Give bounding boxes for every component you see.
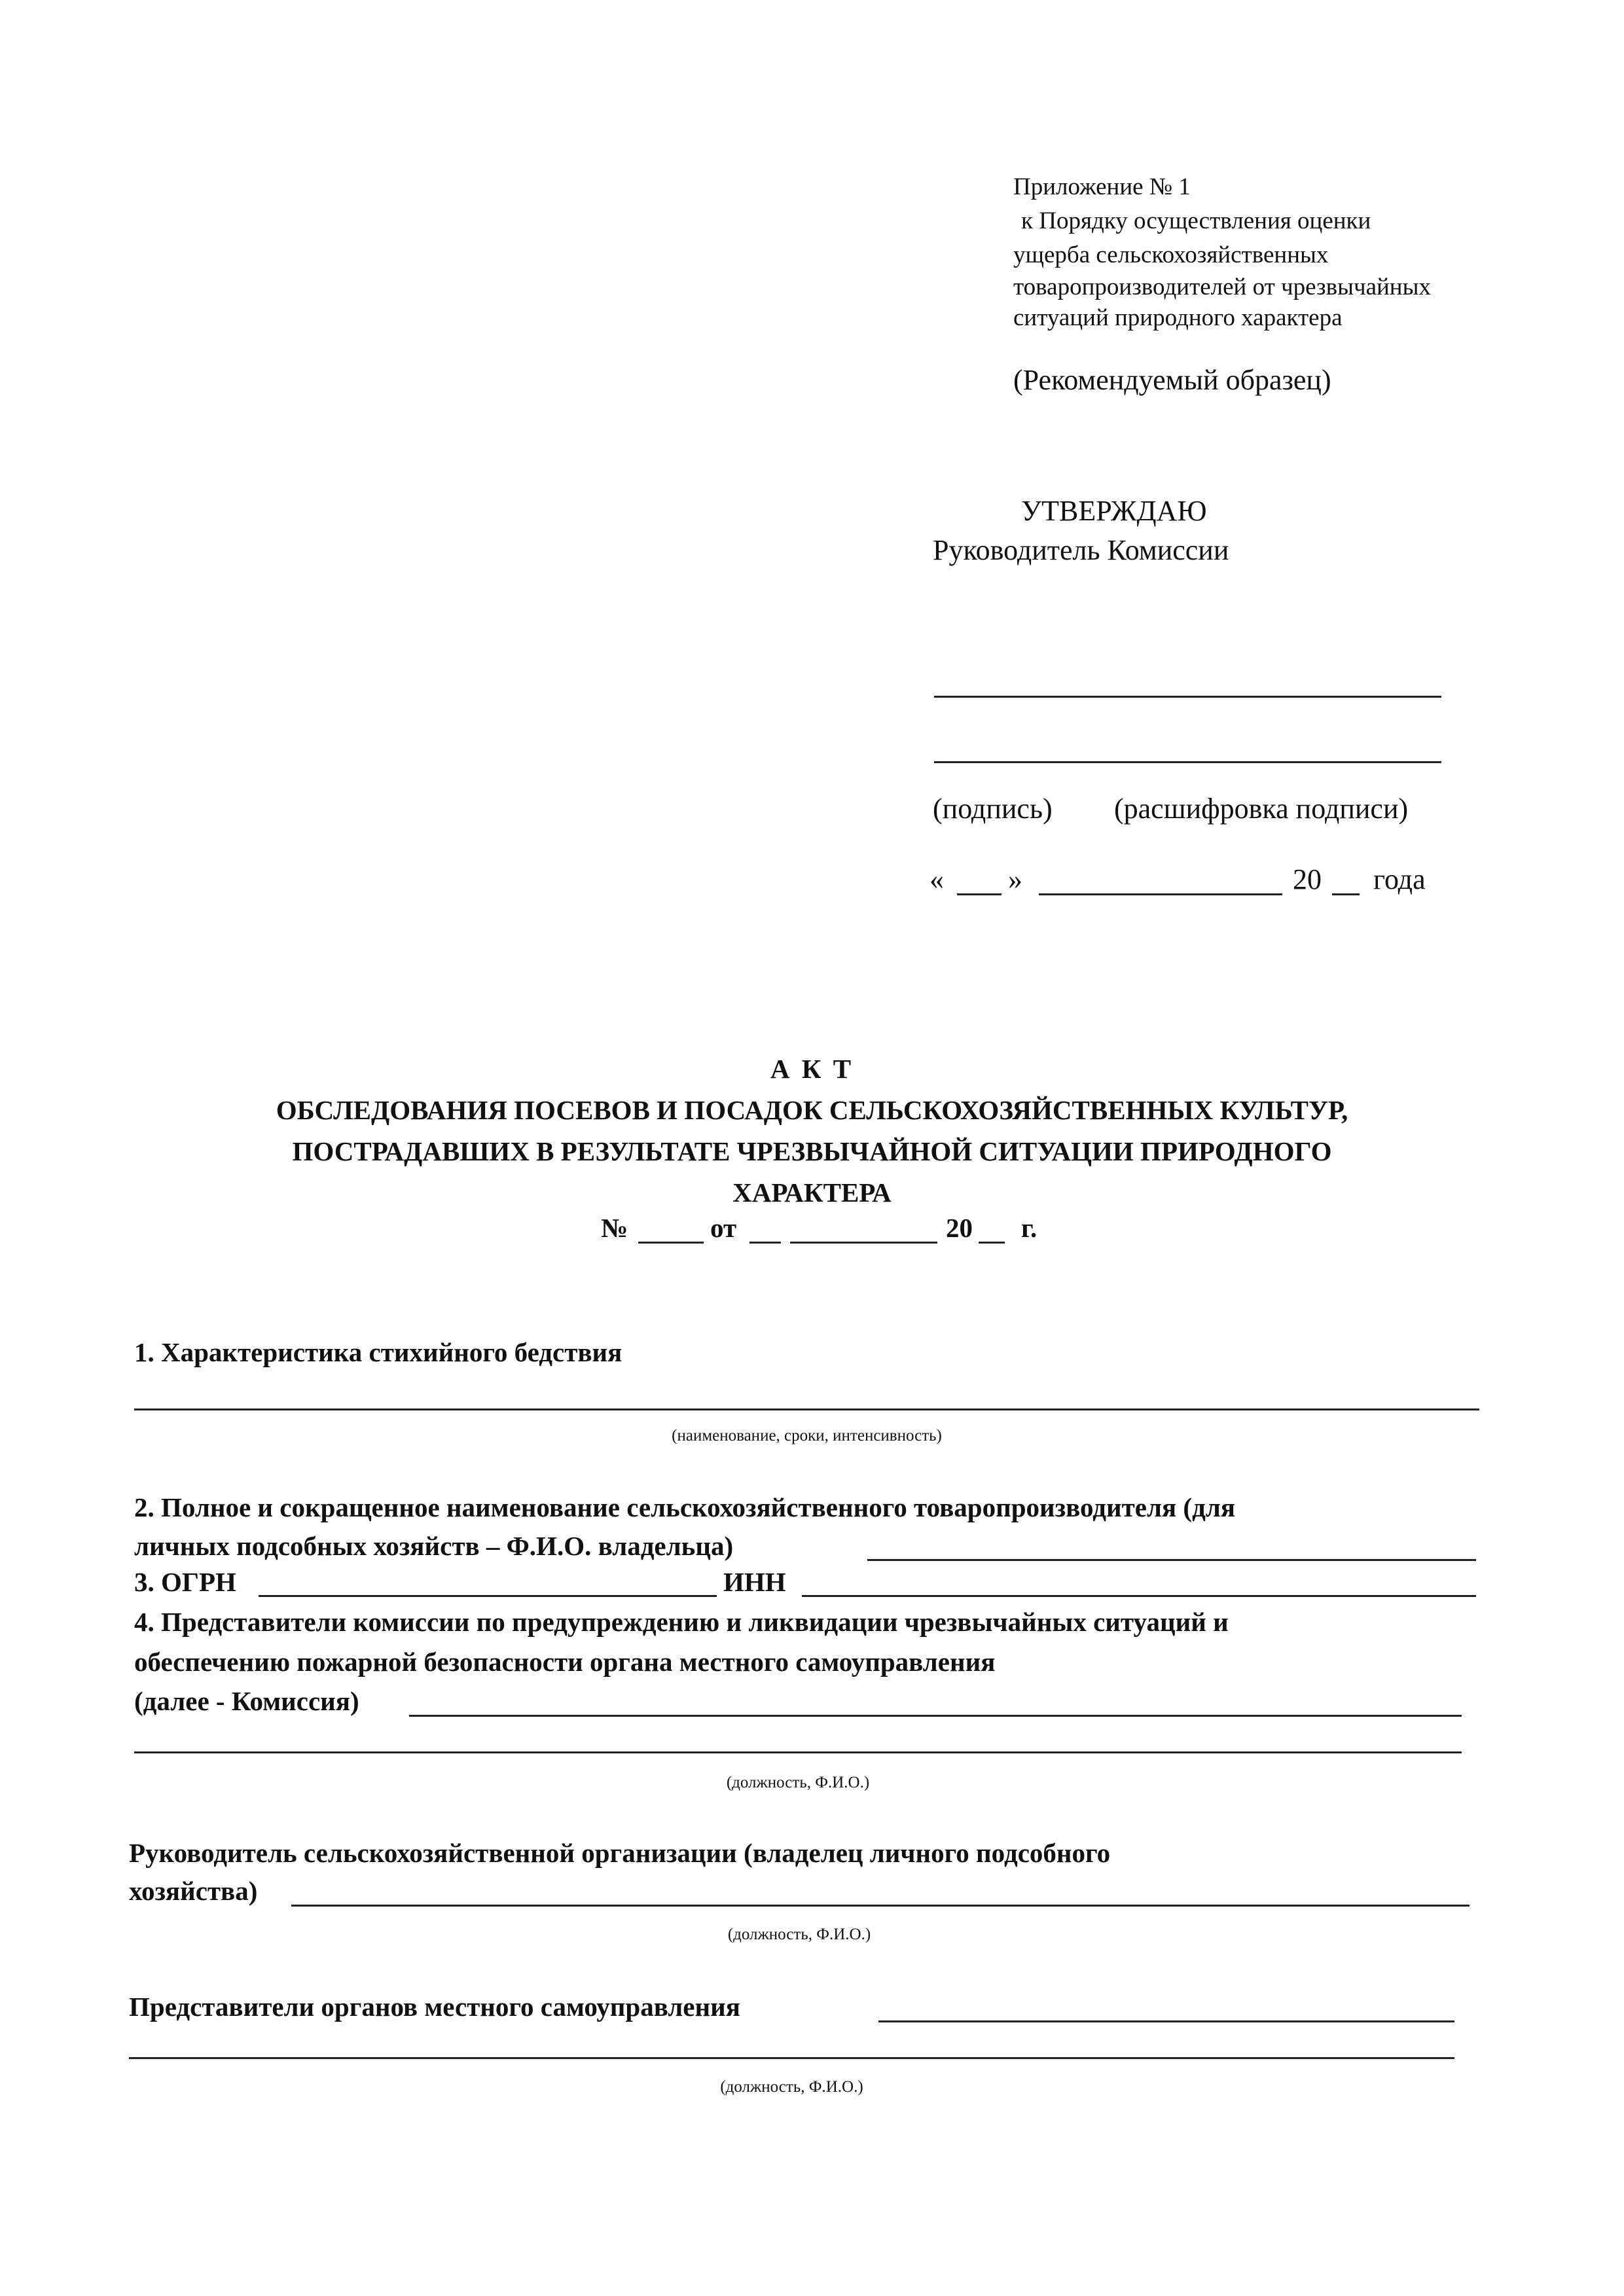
appendix-line-1: Приложение № 1 <box>1013 173 1191 200</box>
act-title-line-3: ХАРАКТЕРА <box>732 1177 892 1208</box>
act-from-label: от <box>710 1213 737 1243</box>
act-year-prefix: 20 <box>946 1213 973 1243</box>
local-gov-line-2 <box>129 2057 1454 2059</box>
sample-note: (Рекомендуемый образец) <box>1013 364 1331 396</box>
signature-decode-caption: (расшифровка подписи) <box>1114 793 1409 825</box>
act-number-blank <box>638 1242 704 1244</box>
section-4-line-3: (далее - Комиссия) <box>134 1686 359 1716</box>
section-1-label: 1. Характеристика стихийного бедствия <box>134 1337 623 1367</box>
org-head-line-1: Руководитель сельскохозяйственной организации (владелец личного подсобного <box>129 1838 1111 1868</box>
act-year-blank <box>979 1242 1005 1244</box>
act-day-blank <box>749 1242 781 1244</box>
date-close-quote: » <box>1008 863 1022 895</box>
date-month-blank <box>1039 893 1282 895</box>
approval-heading: УТВЕРЖДАЮ <box>1021 495 1207 527</box>
section-2-line-1: 2. Полное и сокращенное наименование сельскохозяйственного товаропроизводителя (для <box>134 1492 1236 1522</box>
date-open-quote: « <box>929 863 944 895</box>
act-heading: А К Т <box>770 1054 854 1084</box>
section-1-line <box>134 1408 1479 1410</box>
section-2-owner-line <box>867 1559 1476 1561</box>
section-3-ogrn-label: 3. ОГРН <box>134 1567 236 1597</box>
date-year-blank <box>1332 893 1360 895</box>
org-head-caption: (должность, Ф.И.О.) <box>727 1926 871 1943</box>
act-year-suffix: г. <box>1021 1213 1038 1243</box>
act-title-line-1: ОБСЛЕДОВАНИЯ ПОСЕВОВ И ПОСАДОК СЕЛЬСКОХОЗЯЙСТВЕННЫХ КУЛЬТУР, <box>276 1095 1348 1125</box>
signature-caption: (подпись) <box>933 793 1053 825</box>
org-head-line <box>291 1905 1470 1907</box>
date-day-blank <box>957 893 1001 895</box>
act-title-line-2: ПОСТРАДАВШИХ В РЕЗУЛЬТАТЕ ЧРЕЗВЫЧАЙНОЙ СИТУАЦИИ ПРИРОДНОГО <box>292 1136 1332 1166</box>
approval-role: Руководитель Комиссии <box>933 534 1229 566</box>
date-year-suffix: года <box>1373 863 1426 895</box>
section-4-caption: (должность, Ф.И.О.) <box>726 1774 870 1791</box>
section-1-caption: (наименование, сроки, интенсивность) <box>672 1427 942 1444</box>
act-month-blank <box>790 1242 937 1244</box>
signature-decode-line <box>934 761 1441 763</box>
appendix-line-3: ущерба сельскохозяйственных <box>1013 242 1329 268</box>
section-4-line-1: 4. Представители комиссии по предупреждению и ликвидации чрезвычайных ситуаций и <box>134 1607 1229 1637</box>
signature-line <box>934 696 1441 698</box>
local-gov-label: Представители органов местного самоуправления <box>129 1992 740 2022</box>
org-head-line-2: хозяйства) <box>129 1876 258 1906</box>
act-number-label: № <box>601 1213 628 1243</box>
appendix-line-5: ситуаций природного характера <box>1013 304 1343 331</box>
local-gov-caption: (должность, Ф.И.О.) <box>720 2078 863 2096</box>
appendix-line-4: товаропроизводителей от чрезвычайных <box>1013 274 1431 300</box>
commission-line-1 <box>409 1715 1462 1717</box>
inn-line <box>802 1595 1476 1597</box>
section-4-line-2: обеспечению пожарной безопасности органа местного самоуправления <box>134 1647 996 1677</box>
date-year-prefix: 20 <box>1293 863 1322 895</box>
commission-line-2 <box>134 1751 1462 1753</box>
appendix-line-2: к Порядку осуществления оценки <box>1021 207 1371 234</box>
section-2-line-2: личных подсобных хозяйств – Ф.И.О. владельца) <box>134 1531 734 1561</box>
ogrn-line <box>259 1595 717 1597</box>
local-gov-line-1 <box>878 2020 1454 2022</box>
section-3-inn-label: ИНН <box>723 1567 786 1597</box>
